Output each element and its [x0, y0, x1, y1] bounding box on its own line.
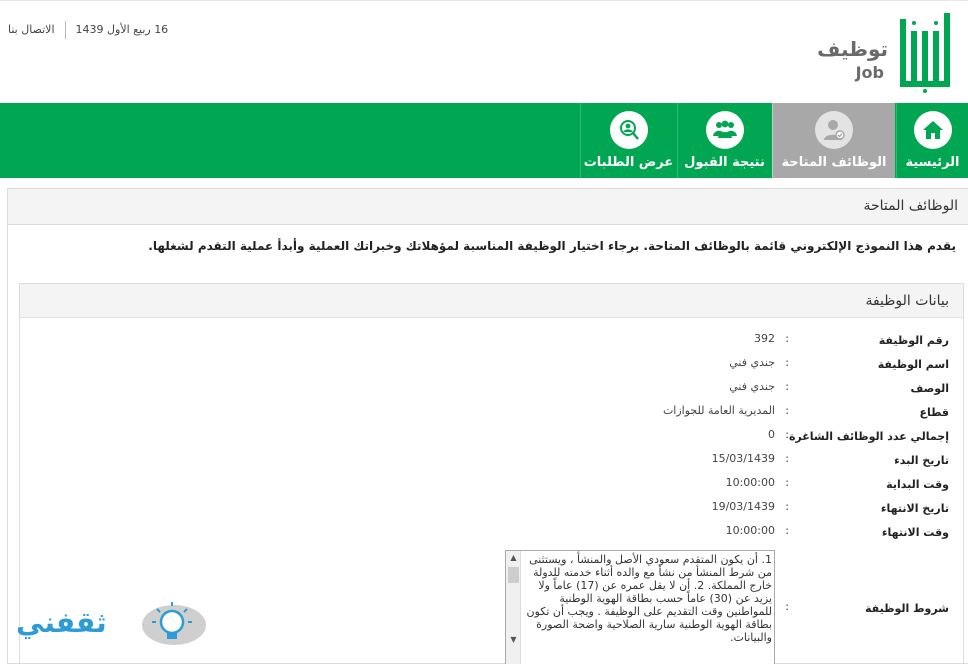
- nav-label-acceptance-result: نتيجة القبول: [684, 155, 765, 170]
- field-colon: :: [785, 600, 789, 613]
- home-icon: [914, 111, 952, 149]
- field-row-job-number: [18, 328, 963, 352]
- field-label: تاريخ الانتهاء: [880, 502, 949, 515]
- nav-item-available-jobs[interactable]: [772, 103, 895, 178]
- site-logo[interactable]: [794, 7, 954, 93]
- field-label: قطاع: [919, 406, 949, 419]
- field-row-sector: [18, 400, 963, 424]
- field-colon: :: [785, 332, 789, 345]
- scroll-up-icon[interactable]: ▲: [510, 553, 517, 562]
- field-row-end-date: [18, 496, 963, 520]
- field-colon: :: [785, 404, 789, 417]
- scroll-thumb[interactable]: [508, 567, 519, 583]
- field-label: وقت البداية: [886, 478, 949, 491]
- lightbulb-icon: [136, 598, 208, 650]
- search-user-icon: [610, 111, 648, 149]
- nav-label-view-applications: عرض الطلبات: [583, 155, 674, 170]
- field-row-vacancies: [18, 424, 963, 448]
- field-value: 392: [754, 332, 775, 345]
- logo-mark-icon: [896, 9, 954, 93]
- top-links: [8, 21, 168, 39]
- nav-label-available-jobs: الوظائف المتاحة: [781, 155, 887, 170]
- hijri-date: 16 ربيع الأول 1439: [75, 23, 169, 36]
- field-value: 19/03/1439: [711, 500, 775, 513]
- field-row-job-name: [18, 352, 963, 376]
- nav-item-home[interactable]: [896, 103, 968, 178]
- page-title: الوظائف المتاحة: [8, 189, 968, 225]
- field-value: 0: [768, 428, 775, 441]
- field-label: وقت الانتهاء: [881, 526, 949, 539]
- scroll-down-icon[interactable]: ▼: [510, 635, 517, 644]
- field-row-start-date: [18, 448, 963, 472]
- top-header: [0, 0, 968, 102]
- conditions-text: 1. أن يكون المتقدم سعودي الأصل والمنشأ ، ويستثنى من شرط المنشأ من نشأ مع والده أثناء خدمته للدولة خارج المملكة. 2. أن لا يقل عمره عن (17) عاماً ولا يزيد عن (30) عاماً حسب بطاقة الهوية الوطنية للمواطنين وقت التقديم على الوظيفة . ويجب أن تكون بطاقة الهوية الوطنية سارية الصلاحية واضحة الصورة والبيانات.: [526, 553, 772, 644]
- conditions-scrollbar[interactable]: [506, 551, 521, 664]
- field-colon: :: [785, 380, 789, 393]
- available-jobs-panel: [7, 188, 968, 664]
- contact-us-link[interactable]: الاتصال بنا: [8, 21, 66, 39]
- logo-text-arabic: توظيف: [817, 37, 888, 61]
- field-value: 10:00:00: [725, 524, 775, 537]
- intro-text: يقدم هذا النموذج الإلكتروني قائمة بالوظائف المتاحة. برجاء اختيار الوظيفة المناسبة لمؤهلاتك وخبراتك العملية وأبدأ عملية التقدم لشغلها.: [148, 239, 956, 253]
- field-value: المديرية العامة للجوازات: [662, 404, 775, 417]
- field-colon: :: [785, 524, 789, 537]
- conditions-textarea[interactable]: [505, 550, 775, 664]
- logo-text-english: Job: [855, 63, 884, 82]
- field-row-end-time: [18, 520, 963, 544]
- field-label: الوصف: [910, 382, 949, 395]
- field-colon: :: [785, 500, 789, 513]
- field-label: رقم الوظيفة: [878, 334, 949, 347]
- nav-label-home: الرئيسية: [905, 155, 960, 170]
- group-icon: [706, 111, 744, 149]
- nav-item-acceptance-result[interactable]: [677, 103, 771, 178]
- field-row-description: [18, 376, 963, 400]
- field-colon: :: [785, 428, 789, 441]
- user-check-icon: [815, 111, 853, 149]
- field-colon: :: [785, 476, 789, 489]
- job-section-title: بيانات الوظيفة: [20, 284, 963, 318]
- field-value: 10:00:00: [725, 476, 775, 489]
- field-label: تاريخ البدء: [894, 454, 949, 467]
- field-colon: :: [785, 452, 789, 465]
- watermark-text: ثقفني: [16, 606, 107, 639]
- watermark-logo: [14, 596, 210, 656]
- field-value: جندي فني: [729, 380, 775, 393]
- field-colon: :: [785, 356, 789, 369]
- field-label: اسم الوظيفة: [877, 358, 949, 371]
- conditions-label: شروط الوظيفة: [865, 602, 949, 615]
- field-label: إجمالي عدد الوظائف الشاغرة: [788, 430, 949, 443]
- field-value: جندي فني: [729, 356, 775, 369]
- nav-item-view-applications[interactable]: [580, 103, 676, 178]
- main-navigation: [0, 103, 968, 178]
- field-row-start-time: [18, 472, 963, 496]
- field-value: 15/03/1439: [711, 452, 775, 465]
